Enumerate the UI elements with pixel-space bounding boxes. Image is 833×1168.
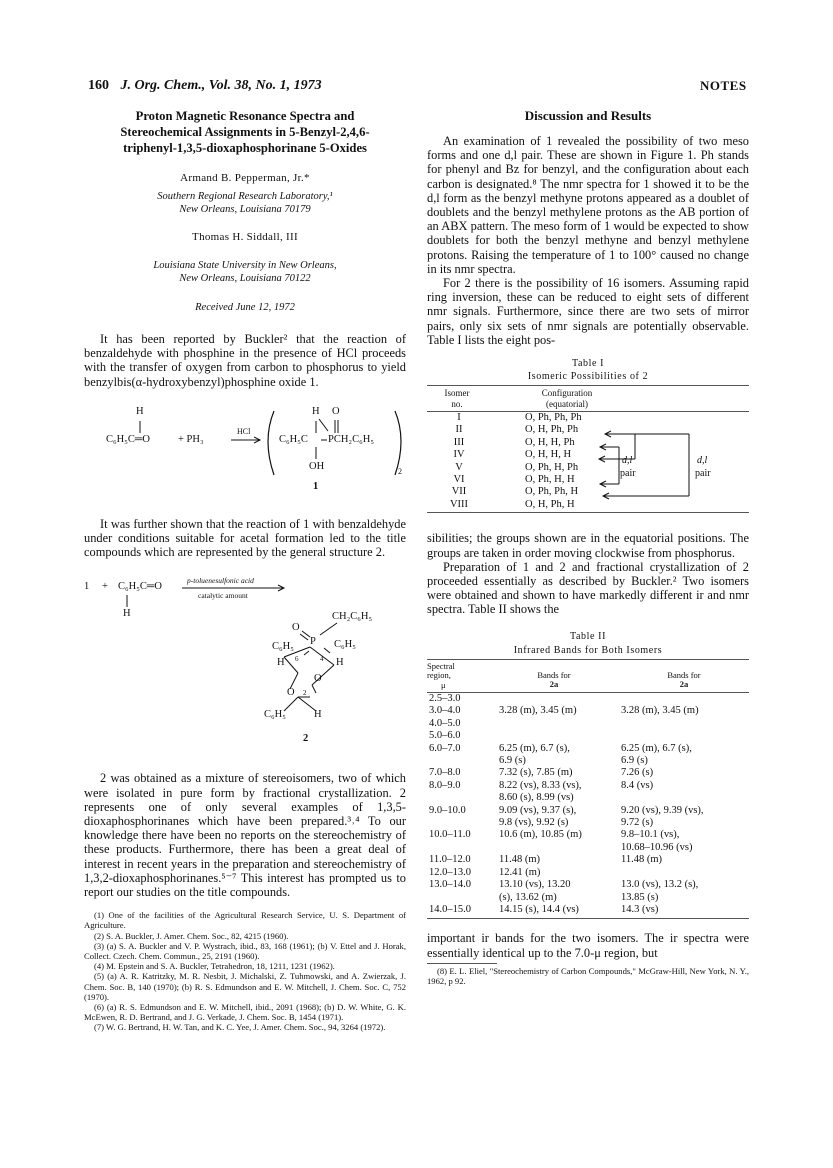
table-row	[427, 879, 749, 904]
body-paragraph: It was further shown that the reaction of 1 with benzaldehyde under conditions suitable for acetal formation led to the title compounds which are represented by the general structure 2.	[84, 516, 406, 560]
footnote: (4) M. Epstein and S. A. Buckler, Tetrahedron, 18, 1211, 1231 (1962).	[94, 961, 335, 972]
bands-isomer-b: 14.3 (vs)	[621, 903, 659, 915]
title-line: Proton Magnetic Resonance Spectra and	[135, 109, 355, 123]
ring-position: 2	[303, 689, 307, 698]
reactant-formula: C₆H₅C═O	[118, 581, 162, 593]
table-row	[427, 805, 749, 830]
compound-label: 1	[84, 581, 90, 593]
table-row	[427, 705, 749, 717]
body-paragraph: It has been reported by Buckler² that the reaction of benzaldehyde with phosphine in the presence of HCl proceeds with the transfer of oxygen from carbon to phosphorus to yield benzylbis(α-hydroxybenzyl)phosphine oxide 1.	[84, 332, 406, 389]
page-number: 160	[88, 78, 109, 93]
compound-label: 2	[303, 733, 309, 745]
spectral-region: 12.0–13.0	[429, 866, 471, 878]
table-header	[427, 388, 749, 409]
bands-isomer-b: 13.0 (vs), 13.2 (s), 13.85 (s)	[621, 879, 699, 903]
bands-isomer-a: 14.15 (s), 14.4 (vs)	[499, 903, 579, 915]
bands-isomer-a: 3.28 (m), 3.45 (m)	[499, 705, 577, 717]
bands-isomer-a	[489, 718, 619, 730]
reagent-formula: + PH₃	[178, 433, 204, 445]
spectral-region: 13.0–14.0	[429, 879, 471, 891]
table-caption: Table II	[569, 630, 607, 642]
journal-citation: J. Org. Chem., Vol. 38, No. 1, 1973	[120, 78, 322, 93]
bands-isomer-a	[489, 693, 619, 705]
catalyst-label: p-toluenesulfonic acid	[187, 576, 254, 586]
group-formula: OH	[309, 460, 325, 472]
group-formula: CH₂C₆H₅	[332, 611, 373, 623]
group-formula: C₆H₅C	[279, 433, 308, 445]
table-caption: Table I	[571, 358, 605, 370]
table-body	[427, 412, 749, 511]
footnote-rule	[427, 963, 497, 964]
table-rule	[427, 918, 749, 919]
affiliation-line: New Orleans, Louisiana 70122	[179, 273, 311, 284]
title-line: triphenyl-1,3,5-dioxaphosphorinane 5-Oxides	[123, 141, 367, 155]
isomer-configuration: O, H, Ph, H	[525, 498, 575, 510]
group-formula: C₆H₅	[334, 639, 356, 651]
left-column	[84, 108, 406, 1033]
group-formula: C₆H₅	[264, 709, 286, 721]
table-row	[427, 743, 749, 768]
table-row	[427, 904, 749, 916]
isomer-configuration: O, Ph, H, Ph	[525, 461, 579, 473]
column-header: Spectral region, μ	[427, 660, 455, 690]
footnotes	[84, 910, 406, 1032]
spectral-region: 6.0–7.0	[429, 742, 461, 754]
bands-isomer-a: 7.32 (s), 7.85 (m)	[499, 767, 573, 779]
author-affiliation	[84, 190, 406, 216]
atom-label: H	[277, 657, 285, 669]
atom-label: O	[332, 405, 340, 417]
bracket-label: d,l	[697, 455, 708, 467]
subscript-count: 2	[398, 466, 402, 476]
column-header: Configuration (equatorial)	[541, 388, 593, 409]
footnote: (5) (a) A. R. Katritzky, M. R. Nesbit, J. Michalski, Z. Tuhmowski, and A. Zwierzak, J. Chem. Soc. B, 140 (1970); (b) R. S. Edmundson and E. W. Mitchell, J. Chem. Soc. C, 752 (1970).	[84, 971, 406, 1002]
affiliation-line: New Orleans, Louisiana 70179	[179, 204, 311, 215]
compound-label: 1	[313, 480, 319, 492]
footnote: (7) W. G. Bertrand, H. W. Tan, and K. C. Yee, J. Amer. Chem. Soc., 94, 3264 (1972).	[94, 1022, 386, 1033]
running-header	[88, 78, 322, 94]
footnote: (3) (a) S. A. Buckler and V. P. Wystrach, ibid., 83, 168 (1961); (b) V. Ettel and J. Horak, Collect. Czech. Chem. Commun., 25, 2191 (1960).	[84, 940, 406, 962]
isomer-number: I	[457, 412, 461, 424]
right-column	[427, 108, 749, 986]
atom-label: H	[314, 709, 322, 721]
bands-isomer-a: 12.41 (m)	[499, 866, 541, 878]
spectral-region: 7.0–8.0	[429, 767, 461, 779]
spectral-region: 11.0–12.0	[429, 854, 471, 866]
section-heading: Discussion and Results	[524, 108, 652, 123]
footnote: (2) S. A. Buckler, J. Amer. Chem. Soc., 82, 4215 (1960).	[94, 930, 289, 941]
spectral-region: 5.0–6.0	[429, 730, 461, 742]
table-row	[427, 780, 749, 805]
table-title: Isomeric Possibilities of 2	[527, 371, 649, 383]
isomer-configuration: O, H, H, H	[525, 449, 572, 461]
spectral-region: 14.0–15.0	[429, 903, 471, 915]
bands-isomer-a	[489, 730, 619, 742]
body-paragraph: sibilities; the groups shown are in the equatorial positions. The groups are taken in order moving clockwise from phosphorus.	[427, 531, 749, 560]
bands-isomer-b	[619, 730, 749, 742]
isomer-number: VIII	[449, 498, 469, 510]
affiliation-line: Southern Regional Research Laboratory,¹	[157, 191, 333, 202]
isomer-number: IV	[453, 449, 465, 461]
table-row	[427, 829, 749, 854]
bands-isomer-b: 3.28 (m), 3.45 (m)	[621, 705, 699, 717]
spectral-region: 3.0–4.0	[429, 705, 461, 717]
group-formula: C₆H₅	[272, 641, 294, 653]
body-paragraph: important ir bands for the two isomers. The ir spectra were essentially identical up to the 7.0-μ region, but	[427, 931, 749, 960]
footnote: (6) (a) R. S. Edmundson and E. W. Mitchell, ibid., 2091 (1968); (b) D. W. White, G. K. McEwen, R. D. Bertrand, and J. G. Verkade, J. Chem. Soc. B, 1454 (1971).	[84, 1002, 406, 1023]
isomer-configuration: O, Ph, Ph, H	[525, 486, 579, 498]
affiliation-line: Louisiana State University in New Orleans,	[153, 260, 337, 271]
spectral-region: 9.0–10.0	[429, 804, 466, 816]
bands-isomer-b: 8.4 (vs)	[621, 779, 654, 791]
atom-label: O	[292, 622, 300, 634]
bands-isomer-a: 9.09 (vs), 9.37 (s), 9.8 (vs), 9.92 (s)	[499, 804, 577, 829]
footnote: (1) One of the facilities of the Agricultural Research Service, U. S. Department of Agriculture.	[84, 910, 406, 931]
table-row	[427, 693, 749, 705]
table-rule	[427, 659, 749, 660]
scheme-1-bonds	[84, 403, 406, 495]
table-1	[427, 358, 749, 513]
spectral-region: 8.0–9.0	[429, 779, 461, 791]
bracket-label: pair	[695, 468, 711, 480]
ring-position: 6	[295, 655, 299, 664]
group-formula: PCH₂C₆H₅	[328, 433, 374, 445]
table-2-rows	[427, 693, 749, 916]
spectral-region: 10.0–11.0	[429, 829, 471, 841]
atom-label: O	[287, 687, 295, 699]
spectral-region: 4.0–5.0	[429, 717, 461, 729]
column-header: Bands for 2a	[667, 669, 701, 690]
bands-isomer-a: 6.25 (m), 6.7 (s), 6.9 (s)	[499, 742, 570, 767]
atom-label: H	[312, 405, 320, 417]
isomer-number: VI	[453, 474, 465, 486]
bands-isomer-b: 6.25 (m), 6.7 (s), 6.9 (s)	[621, 742, 692, 767]
table-2	[427, 631, 749, 920]
catalyst-label: HCl	[237, 426, 251, 436]
table-row	[427, 730, 749, 742]
bands-isomer-b	[619, 867, 749, 879]
author-affiliation	[84, 259, 406, 285]
bands-isomer-b: 9.20 (vs), 9.39 (vs), 9.72 (s)	[621, 804, 704, 829]
article-title	[84, 108, 406, 156]
atom-label: P	[310, 636, 316, 648]
reaction-scheme-2	[84, 573, 406, 759]
atom-label: H	[336, 657, 344, 669]
body-paragraph: 2 was obtained as a mixture of stereoisomers, two of which were isolated in pure form by fractional crystallization. 2 represents one of only several examples of 1,3,5-dioxaphosphorinanes which have been prepared.³˒⁴ To our knowledge there have been no reports on the stereochemistry of these products. Furthermore, there has been a great deal of interest in recent years in the preparation and stereochemistry of 1,3,2-dioxaphosphorinanes.⁵⁻⁷ This interest has prompted us to report our studies on the title compounds.	[84, 771, 406, 900]
title-line: Stereochemical Assignments in 5-Benzyl-2,4,6-	[120, 125, 370, 139]
isomer-number: VII	[451, 486, 467, 498]
table-rule	[427, 385, 749, 386]
author-name: Thomas H. Siddall, III	[192, 231, 298, 243]
table-header	[427, 662, 749, 691]
bracket-label: d,l	[622, 455, 633, 467]
reactant-formula: C₆H₅C═O	[106, 433, 150, 445]
isomer-number: V	[455, 461, 463, 473]
isomer-configuration: O, H, H, Ph	[525, 436, 575, 448]
section-label: NOTES	[700, 78, 747, 93]
ring-position: 4	[320, 655, 324, 664]
footnote: (8) E. L. Eliel, "Stereochemistry of Carbon Compounds," McGraw-Hill, New York, N. Y., 1962, p 92.	[427, 965, 749, 986]
atom-label: O	[314, 673, 322, 685]
bands-isomer-b	[619, 693, 749, 705]
table-row	[427, 867, 749, 879]
catalyst-amount: catalytic amount	[198, 591, 248, 601]
isomer-configuration: O, H, Ph, Ph	[525, 424, 579, 436]
bracket-label: pair	[620, 468, 636, 480]
column-header: Bands for 2a	[537, 669, 571, 690]
body-paragraph: An examination of 1 revealed the possibility of two meso forms and one d,l pair. These are shown in Figure 1. Ph stands for phenyl and Bz for benzyl, and the configuration about each carbon is designated.⁸ The nmr spectra for 1 showed it to be the d,l form as the benzyl methyne protons appeared as a doublet of doublets and the benzyl methylene protons as the AB portion of an ABX pattern. The meso form of 1 would be expected to show doublets for both the benzyl methyne and benzyl methylene protons. Raising the temperature of 1 to 100° caused no change in its nmr spectra.	[427, 134, 749, 276]
isomer-number: II	[455, 424, 463, 436]
table-title: Infrared Bands for Both Isomers	[513, 644, 663, 656]
table-row	[427, 718, 749, 730]
bands-isomer-b: 7.26 (s)	[621, 767, 654, 779]
reaction-scheme-1	[84, 403, 406, 495]
bands-isomer-a: 8.22 (vs), 8.33 (vs), 8.60 (s), 8.99 (vs)	[499, 779, 582, 804]
author-name: Armand B. Pepperman, Jr.*	[180, 172, 310, 184]
atom-label: H	[136, 405, 144, 417]
column-header: Isomer no.	[444, 388, 470, 409]
bands-isomer-b	[619, 718, 749, 730]
bands-isomer-a: 11.48 (m)	[499, 854, 541, 866]
bands-isomer-a: 10.6 (m), 10.85 (m)	[499, 829, 582, 841]
body-paragraph: Preparation of 1 and 2 and fractional crystallization of 2 proceeded essentially as described by Buckler.² Two isomers were obtained and shown to have markedly different ir and nmr spectra. Table II shows the	[427, 559, 749, 617]
table-row	[427, 767, 749, 779]
isomer-configuration: O, Ph, H, H	[525, 474, 575, 486]
body-paragraph: For 2 there is the possibility of 16 isomers. Assuming rapid ring inversion, these can be reduced to eight sets of different nmr signals. Furthermore, since there are two sets of mirror pairs, only six sets of nmr signals are potentially observable. Table I lists the eight pos-	[427, 276, 749, 347]
bands-isomer-b: 9.8–10.1 (vs), 10.68–10.96 (vs)	[621, 829, 693, 853]
isomer-number: III	[453, 436, 465, 448]
isomer-configuration: O, Ph, Ph, Ph	[525, 412, 582, 424]
bands-isomer-a: 13.10 (vs), 13.20 (s), 13.62 (m)	[499, 879, 571, 903]
scheme-2-bonds	[84, 573, 406, 759]
spectral-region: 2.5–3.0	[429, 693, 461, 705]
received-date: Received June 12, 1972	[195, 302, 295, 313]
table-row	[427, 854, 749, 866]
bands-isomer-b: 11.48 (m)	[621, 854, 663, 866]
plus-sign: +	[102, 581, 108, 593]
atom-label: H	[123, 608, 131, 620]
